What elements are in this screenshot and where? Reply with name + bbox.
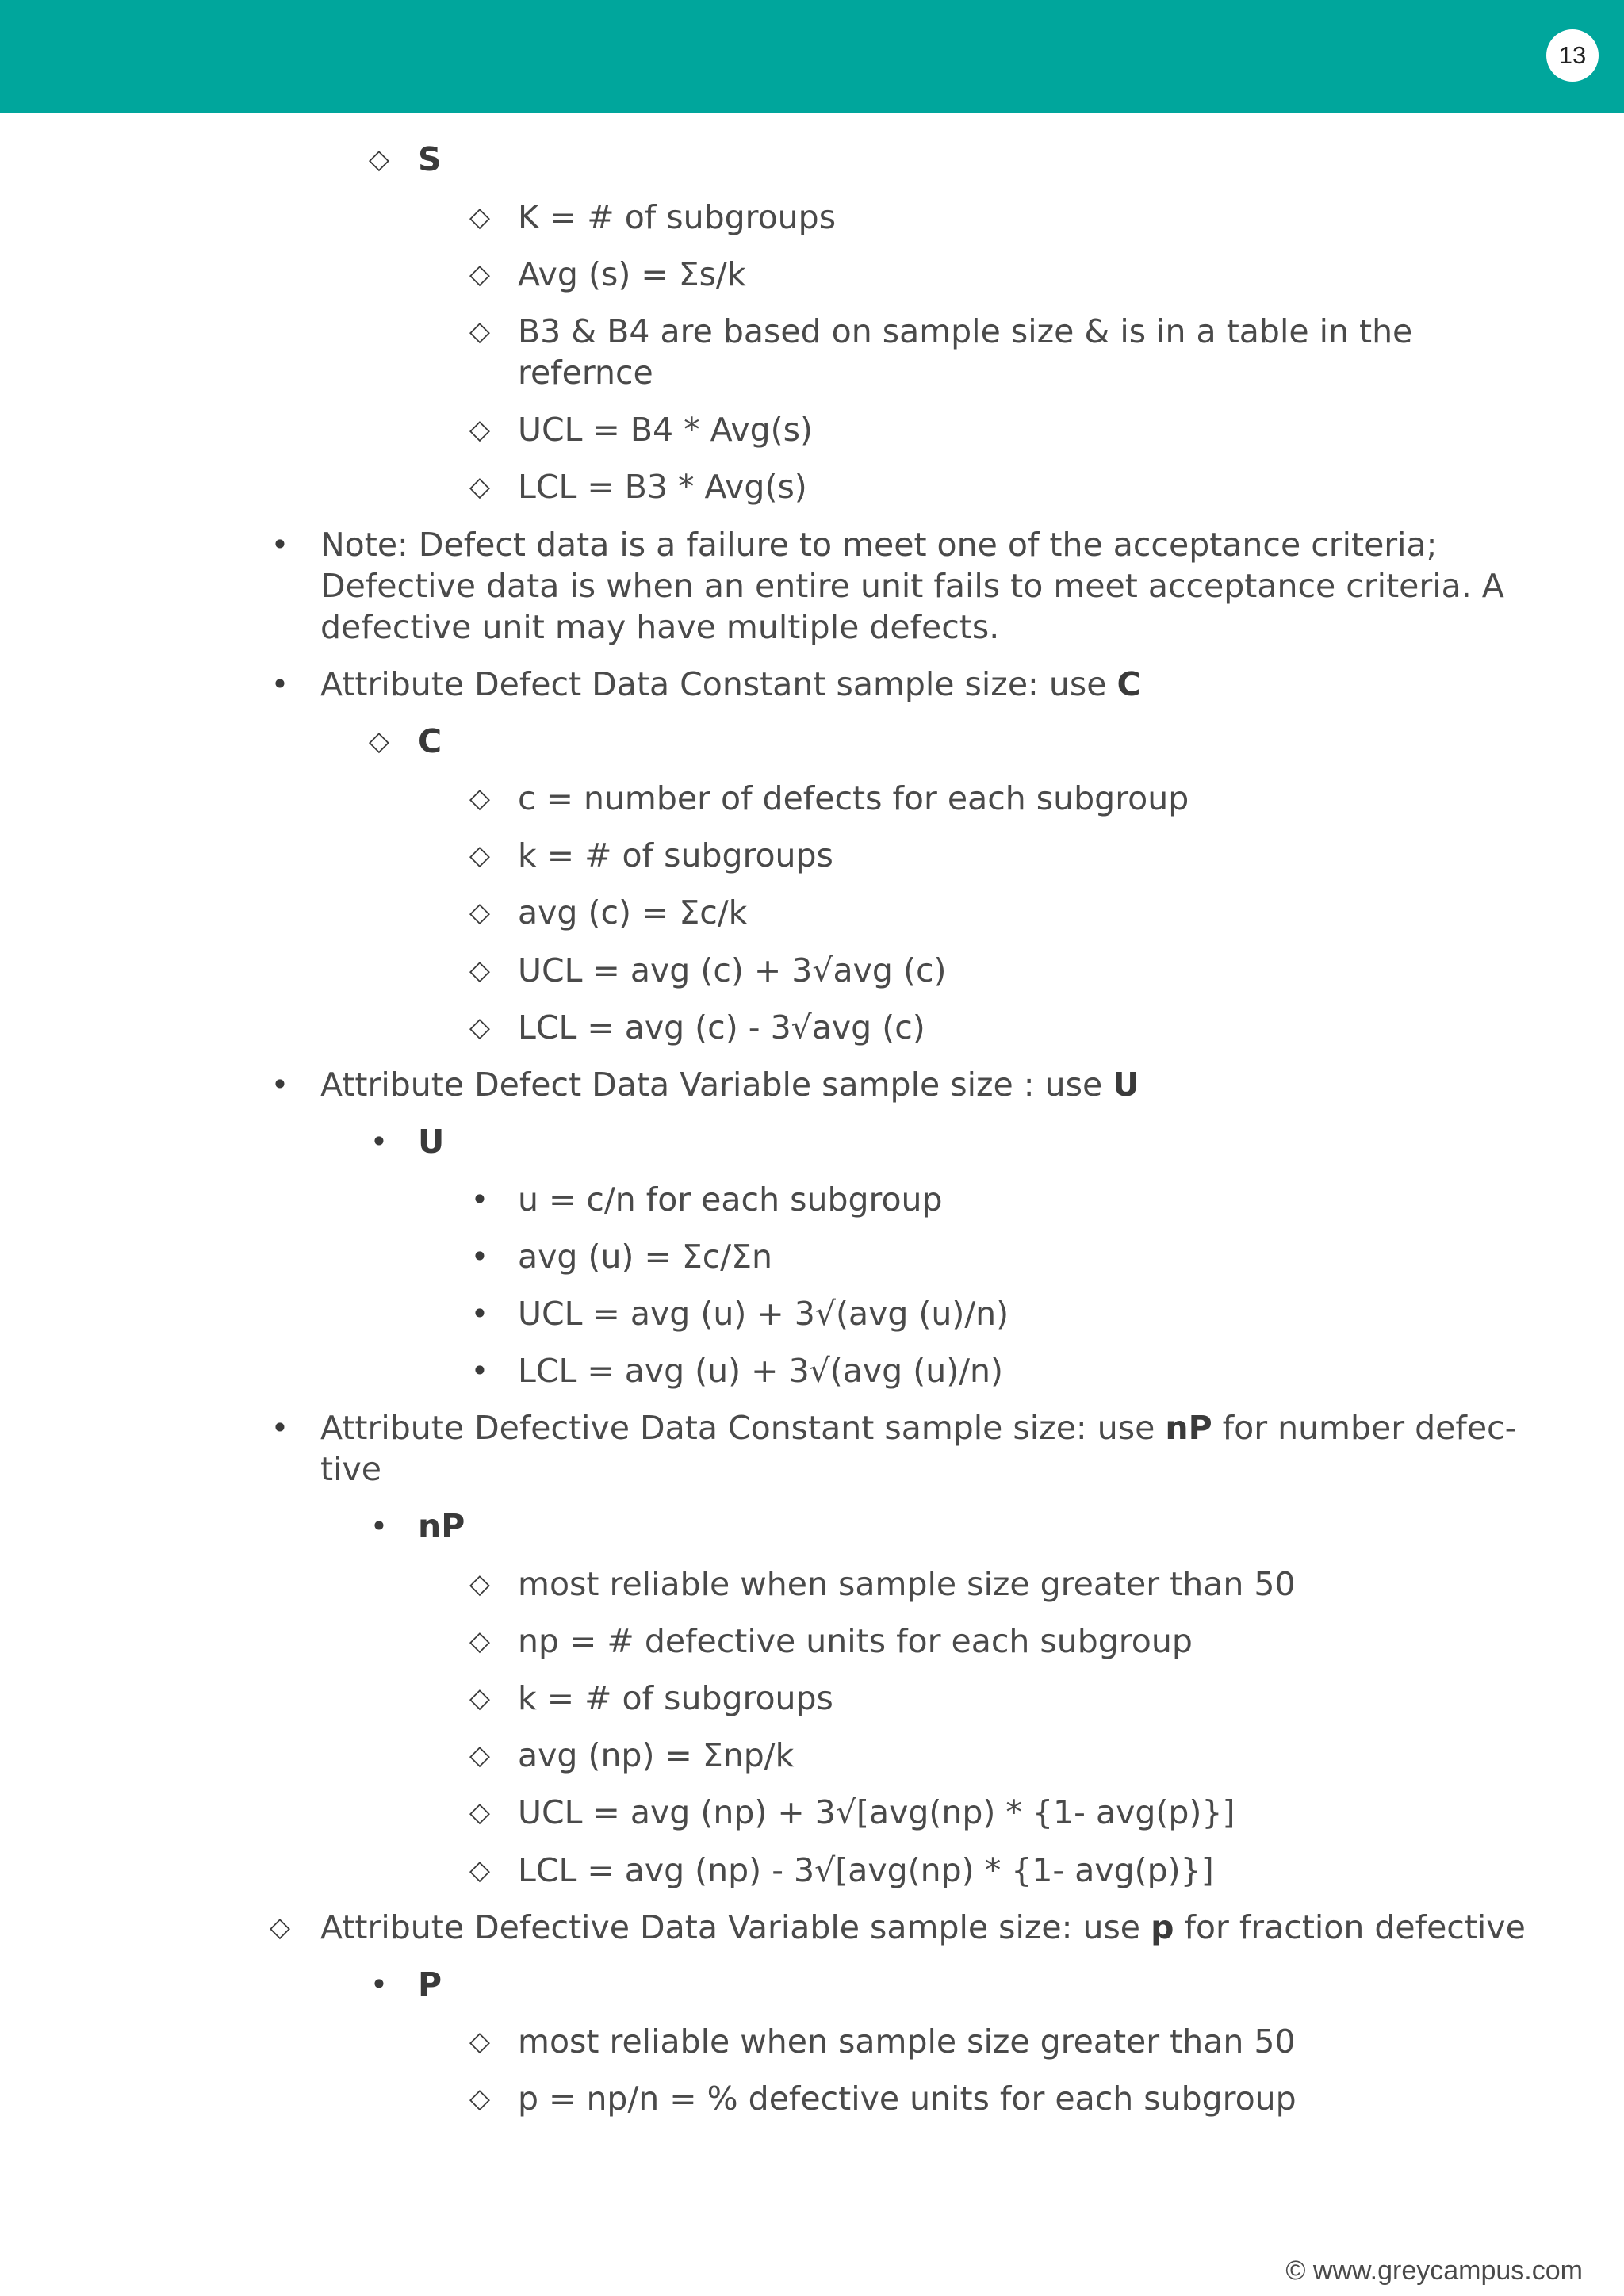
diamond-bullet-icon: ◇ [469,2026,491,2057]
list-item: ◇ k = # of subgroups [469,836,833,874]
diamond-bullet-icon: ◇ [469,1682,491,1714]
list-item-c-heading: ◇ C [368,722,442,760]
list-item: ◇ most reliable when sample size greater than 50 [469,1565,1296,1603]
diamond-bullet-icon: ◇ [368,144,390,175]
diamond-bullet-icon: ◇ [469,316,491,347]
diamond-bullet-icon: ◇ [368,725,390,757]
bullet-icon: • [470,1239,489,1274]
list-item: ◇ UCL = avg (np) + 3√[avg(np) * {1- avg(p)}] [469,1793,1235,1831]
list-item: ◇ UCL = avg (c) + 3√avg (c) [469,951,947,989]
diamond-bullet-icon: ◇ [469,258,491,290]
diamond-bullet-icon: ◇ [469,1625,491,1657]
list-item-p-heading: • P [418,1964,442,2005]
bullet-icon: • [270,1067,289,1102]
list-item: ◇ LCL = avg (np) - 3√[avg(np) * {1- avg(p)}] [469,1851,1214,1889]
diamond-bullet-icon: ◇ [469,897,491,928]
list-item-p-intro: ◇ Attribute Defective Data Variable sample size: use p for fraction defective [269,1908,1526,1946]
list-item: ◇ k = # of subgroups [469,1679,833,1717]
diamond-bullet-icon: ◇ [469,1854,491,1886]
list-item: • LCL = avg (u) + 3√(avg (u)/n) [518,1350,1003,1391]
diamond-bullet-icon: ◇ [469,414,491,446]
list-item: ◇ LCL = avg (c) - 3√avg (c) [469,1008,925,1047]
list-item: ◇ B3 & B4 are based on sample size & is in a table in the refernce [469,312,1413,392]
list-item: ◇ avg (np) = Σnp/k [469,1736,795,1774]
diamond-bullet-icon: ◇ [469,471,491,503]
list-item-c-intro: • Attribute Defect Data Constant sample size: use C [320,664,1141,705]
diamond-bullet-icon: ◇ [469,1797,491,1828]
diamond-bullet-icon: ◇ [469,783,491,814]
list-item-np-intro: • Attribute Defective Data Constant sample size: use nP for number defec-tive [320,1407,1542,1490]
list-item: ◇ UCL = B4 * Avg(s) [469,411,813,449]
diamond-bullet-icon: ◇ [269,1911,291,1943]
list-item: ◇ avg (c) = Σc/k [469,894,748,932]
bullet-icon: • [270,1410,289,1445]
list-item: ◇ LCL = B3 * Avg(s) [469,468,807,506]
list-item-note: • Note: Defect data is a failure to meet one of the acceptance criteria; Defective data is when an entire unit fails to meet acceptance criteria. A defective unit may have multiple defects. [320,524,1542,648]
list-item: • UCL = avg (u) + 3√(avg (u)/n) [518,1293,1009,1334]
list-item-u-intro: • Attribute Defect Data Variable sample size : use U [320,1064,1139,1105]
footer-copyright: © www.greycampus.com [1285,2256,1583,2286]
list-item-np-heading: • nP [418,1506,465,1547]
bullet-icon: • [370,1509,389,1544]
bullet-icon: • [370,1124,389,1159]
list-item: ◇ c = number of defects for each subgroup [469,779,1189,817]
list-item-u-heading: • U [418,1121,444,1162]
diamond-bullet-icon: ◇ [469,2083,491,2114]
list-item: ◇ most reliable when sample size greater than 50 [469,2022,1296,2061]
bullet-icon: • [470,1353,489,1388]
bullet-icon: • [470,1296,489,1331]
list-item: • avg (u) = Σc/Σn [518,1236,772,1277]
page-number-badge: 13 [1546,29,1599,82]
bullet-icon: • [270,527,289,562]
list-item: ◇ p = np/n = % defective units for each subgroup [469,2080,1297,2118]
diamond-bullet-icon: ◇ [469,955,491,986]
diamond-bullet-icon: ◇ [469,1739,491,1771]
bullet-icon: • [270,667,289,702]
list-item: • u = c/n for each subgroup [518,1179,943,1220]
diamond-bullet-icon: ◇ [469,201,491,233]
diamond-bullet-icon: ◇ [469,840,491,871]
list-item: ◇ np = # defective units for each subgroup [469,1622,1193,1660]
diamond-bullet-icon: ◇ [469,1568,491,1600]
page-header-bar [0,0,1624,113]
diamond-bullet-icon: ◇ [469,1012,491,1043]
list-item: ◇ Avg (s) = Σs/k [469,255,746,293]
bullet-icon: • [370,1967,389,2002]
bullet-icon: • [470,1182,489,1217]
list-item: ◇ K = # of subgroups [469,198,837,236]
list-item-s-heading: ◇ S [368,140,442,178]
